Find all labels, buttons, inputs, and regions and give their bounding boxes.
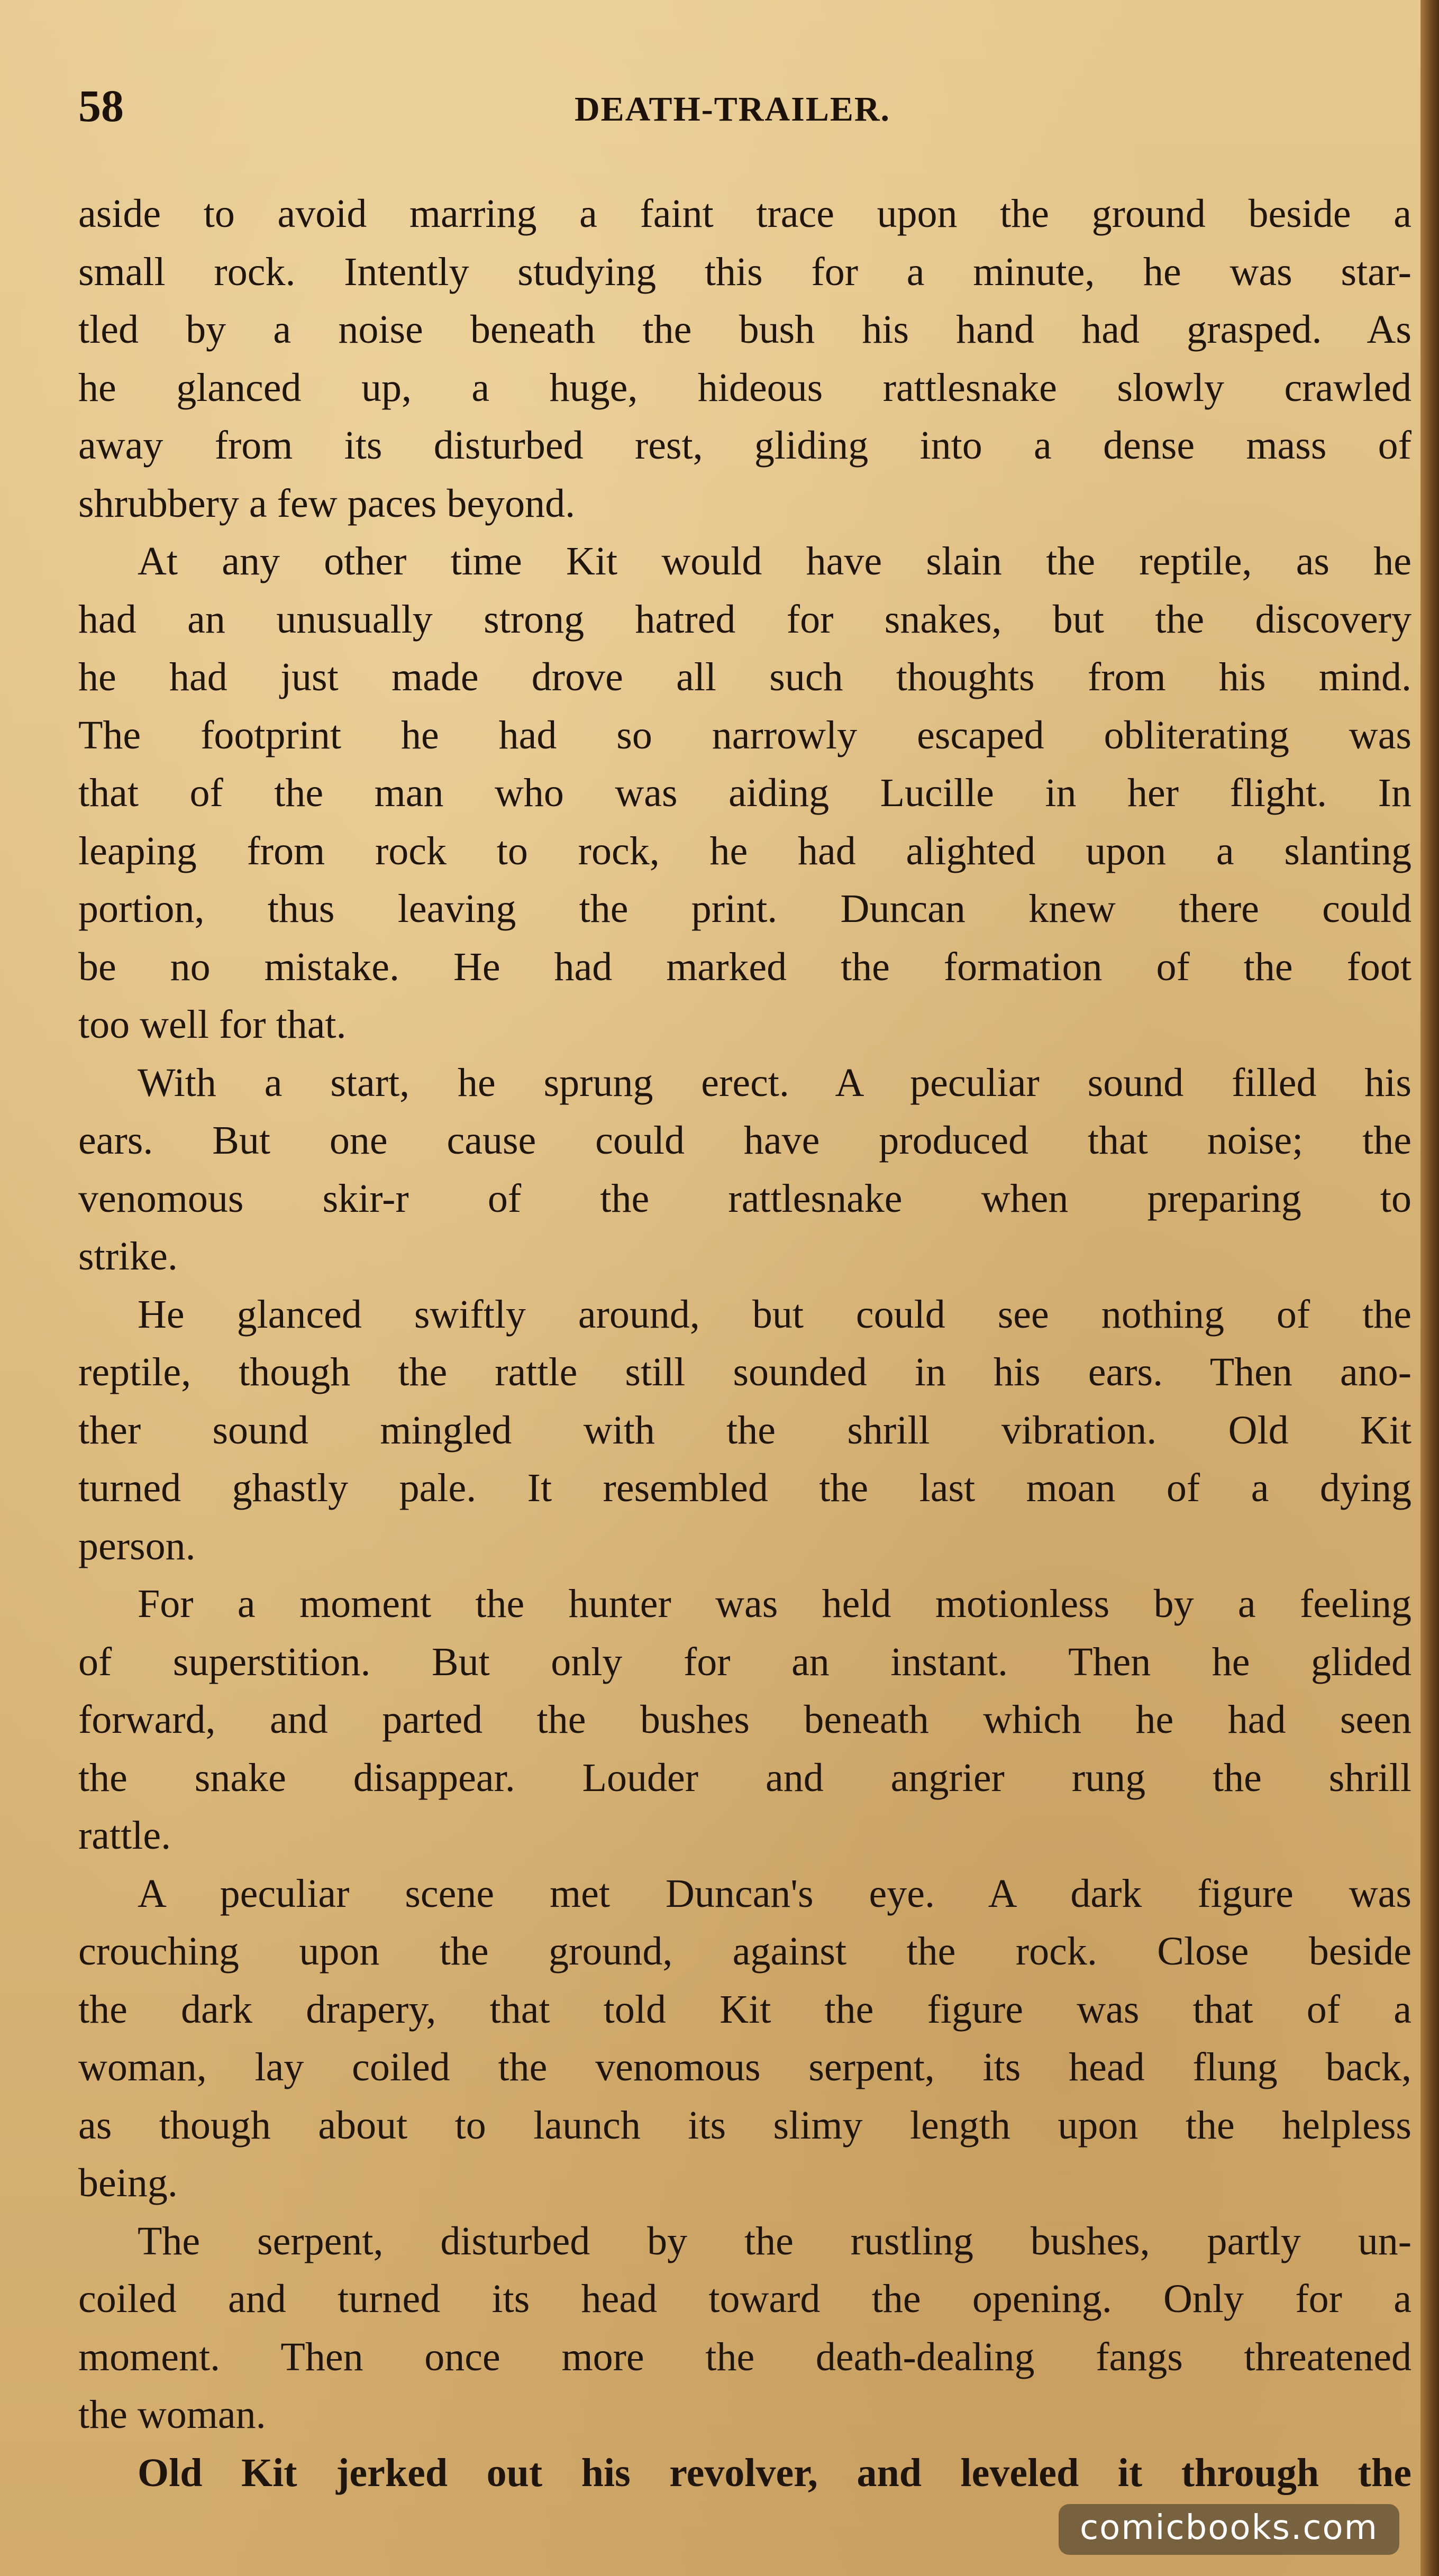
text-line: aside to avoid marring a faint trace upon the ground beside a	[78, 191, 1411, 236]
text-line: strike.	[78, 1234, 178, 1278]
text-line: tled by a noise beneath the bush his hand had grasped. As	[78, 307, 1411, 352]
text-line: forward, and parted the bushes beneath which he had seen	[78, 1697, 1411, 1742]
page-number: 58	[78, 80, 124, 131]
text-line: With a start, he sprung erect. A peculiar sound filled his	[138, 1060, 1411, 1105]
text-line: he had just made drove all such thoughts from his mind.	[78, 655, 1411, 699]
text-line: turned ghastly pale. It resembled the last moan of a dying	[78, 1466, 1411, 1510]
text-line: rattle.	[78, 1813, 171, 1858]
text-line: had an unusually strong hatred for snakes, but the discovery	[78, 597, 1411, 642]
running-head	[78, 79, 1417, 138]
text-line: ther sound mingled with the shrill vibration. Old Kit	[78, 1408, 1411, 1453]
text-line: woman, lay coiled the venomous serpent, its head flung back,	[78, 2045, 1411, 2089]
text-line: the snake disappear. Louder and angrier rung the shrill	[78, 1755, 1411, 1800]
text-line: he glanced up, a huge, hideous rattlesnake slowly crawled	[78, 365, 1411, 410]
page-edge	[1420, 0, 1439, 2576]
text-line: The serpent, disturbed by the rustling bushes, partly un-	[138, 2218, 1411, 2263]
text-line: person.	[78, 1523, 196, 1568]
text-line: the dark drapery, that told Kit the figure was that of a	[78, 1987, 1411, 2032]
text-line: Old Kit jerked out his revolver, and leveled it through the	[138, 2450, 1411, 2495]
text-line: The footprint he had so narrowly escaped obliterating was	[78, 712, 1411, 757]
text-line: too well for that.	[78, 1002, 347, 1047]
text-line: small rock. Intently studying this for a minute, he was star-	[78, 249, 1411, 294]
text-line: reptile, though the rattle still sounded in his ears. Then ano-	[78, 1350, 1411, 1394]
text-line: venomous skir-r of the rattlesnake when preparing to	[78, 1176, 1411, 1221]
page-text	[78, 185, 1411, 2502]
text-line: For a moment the hunter was held motionless by a feeling	[138, 1582, 1411, 1626]
text-line: as though about to launch its slimy length upon the helpless	[78, 2103, 1411, 2148]
text-line: ears. But one cause could have produced that noise; the	[78, 1118, 1411, 1163]
text-line: shrubbery a few paces beyond.	[78, 481, 576, 526]
text-line: that of the man who was aiding Lucille in her flight. In	[78, 771, 1411, 815]
text-line: leaping from rock to rock, he had alighted upon a slanting	[78, 828, 1411, 873]
text-line: being.	[78, 2161, 178, 2205]
text-line: A peculiar scene met Duncan's eye. A dark figure was	[138, 1871, 1411, 1916]
text-line: At any other time Kit would have slain the reptile, as he	[138, 539, 1411, 583]
text-line: portion, thus leaving the print. Duncan knew there could	[78, 887, 1411, 931]
text-line: be no mistake. He had marked the formation of the foot	[78, 944, 1411, 989]
text-line: the woman.	[78, 2392, 266, 2437]
watermark: comicbooks.com	[1059, 2504, 1399, 2555]
text-line: away from its disturbed rest, gliding into a dense mass of	[78, 423, 1411, 468]
page-header-title: DEATH-TRAILER.	[575, 90, 891, 129]
text-line: crouching upon the ground, against the rock. Close beside	[78, 1929, 1411, 1974]
text-line: He glanced swiftly around, but could see nothing of the	[138, 1292, 1411, 1337]
text-line: of superstition. But only for an instant. Then he glided	[78, 1639, 1411, 1684]
text-line: moment. Then once more the death-dealing fangs threatened	[78, 2334, 1411, 2379]
text-line: coiled and turned its head toward the opening. Only for a	[78, 2277, 1411, 2321]
